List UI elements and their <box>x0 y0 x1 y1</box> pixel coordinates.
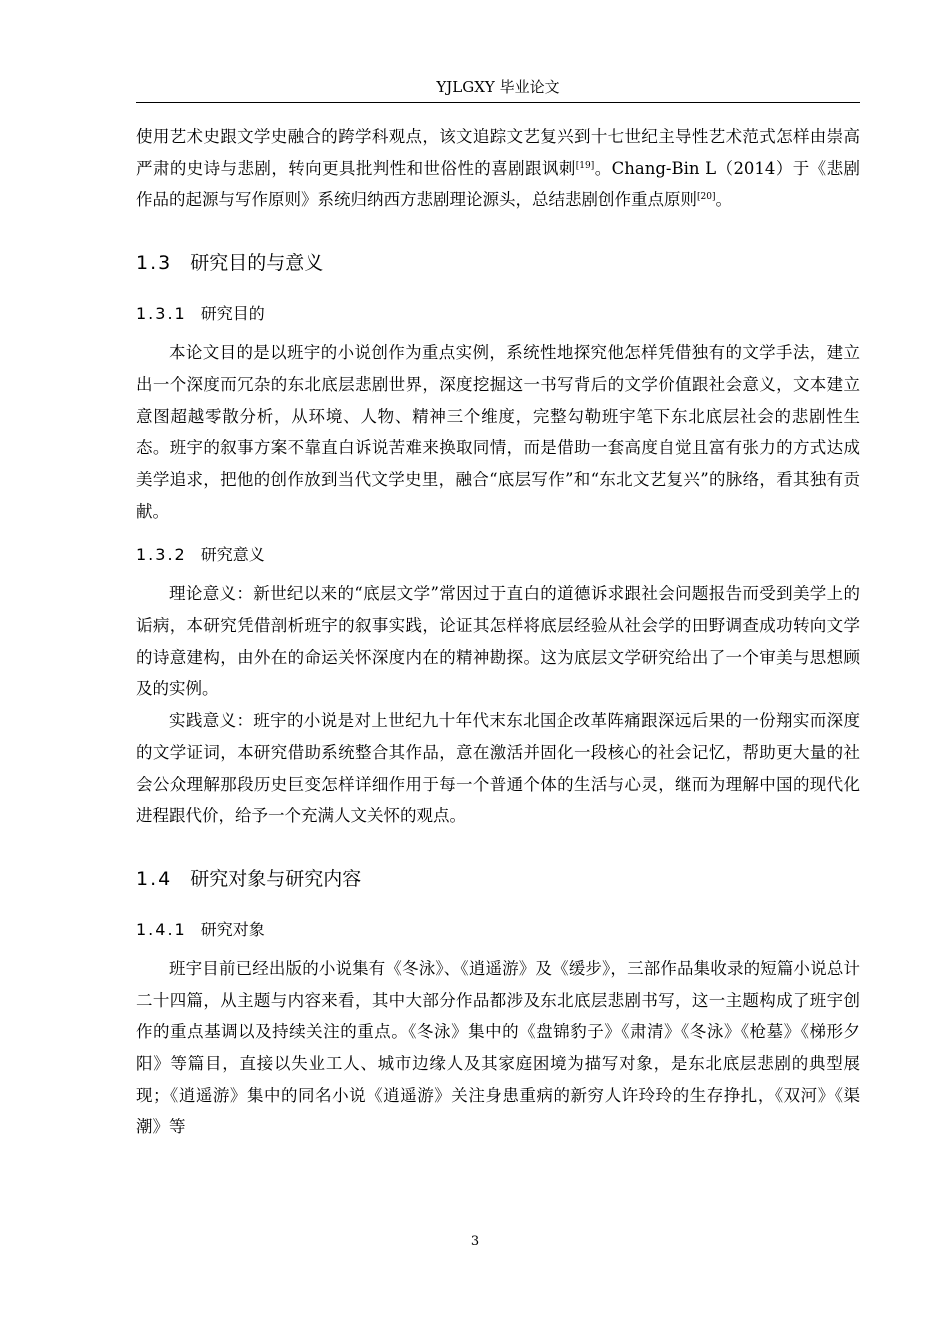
intro-text-2: 。Chang-Bin L（2014）于《悲剧作品的起源与写作原则》系统归纳西方悲剧理论源头，总结悲剧创作重点原则 <box>136 158 861 210</box>
paragraph-research-purpose: 本论文目的是以班宇的小说创作为重点实例，系统性地探究他怎样凭借独有的文学手法，建立出一个深度而冗杂的东北底层悲剧世界，深度挖掘这一书写背后的文学价值跟社会意义，文本建立意图超越零散分析，从环境、人物、精神三个维度，完整勾勒班宇笔下东北底层社会的悲剧性生态。班宇的叙事方案不靠直白诉说苦难来换取同情，而是借助一套高度自觉且富有张力的方式达成美学追求，把他的创作放到当代文学史里，融合“底层写作”和“东北文艺复兴”的脉络，看其独有贡献。 <box>136 343 860 521</box>
header-title: YJLGXY 毕业论文 <box>436 78 560 96</box>
page-number: 3 <box>470 1234 480 1249</box>
section-heading-1-4 <box>136 866 860 892</box>
section-number: 1.3 <box>136 252 173 275</box>
paragraph-research-object: 班宇目前已经出版的小说集有《冬泳》、《逍遥游》及《缓步》，三部作品集收录的短篇小说总计二十四篇，从主题与内容来看，其中大部分作品都涉及东北底层悲剧书写，这一主题构成了班宇创作的重点基调以及持续关注的重点。《冬泳》集中的《盘锦豹子》《肃清》《冬泳》《枪墓》《梯形夕阳》等篇目，直接以失业工人、城市边缘人及其家庭困境为描写对象，是东北底层悲剧的典型展现；《逍遥游》集中的同名小说《逍遥游》关注身患重病的新穷人许玲玲的生存挣扎，《双河》《渠潮》等 <box>136 958 860 1137</box>
paragraph-theoretical-significance: 理论意义：新世纪以来的“底层文学”常因过于直白的道德诉求跟社会问题报告而受到美学上的诟病，本研究凭借剖析班宇的叙事实践，论证其怎样将底层经验从社会学的田野调查成功转向文学的诗意建构，由外在的命运关怀深度内在的精神勘探。这为底层文学研究给出了一个审美与思想顾及的实例。 <box>136 584 860 699</box>
section-heading-1-3 <box>136 250 860 276</box>
citation-20: [20] <box>697 192 716 203</box>
subsection-heading-1-3-2 <box>136 543 860 567</box>
intro-text-3: 。 <box>715 190 732 210</box>
intro-text-1: 使用艺术史跟文学史融合的跨学科观点，该文追踪文艺复兴到十七世纪主导性艺术范式怎样由崇高严肃的史诗与悲剧，转向更具批判性和世俗性的喜剧跟讽刺 <box>136 127 860 178</box>
section-number: 1.4 <box>136 867 173 890</box>
subsection-number: 1.3.1 <box>136 304 187 324</box>
paragraph-practical-significance: 实践意义：班宇的小说是对上世纪九十年代末东北国企改革阵痛跟深远后果的一份翔实而深度的文学证词，本研究借助系统整合其作品，意在激活并固化一段核心的社会记忆，帮助更大量的社会公众理解那段历史巨变怎样详细作用于每一个普通个体的生活与心灵，继而为理解中国的现代化进程跟代价，给予一个充满人文关怀的观点。 <box>136 711 860 826</box>
citation-19: [19] <box>575 160 595 171</box>
section-title: 研究对象与研究内容 <box>190 867 362 890</box>
page-body <box>136 121 860 1143</box>
subsection-title: 研究目的 <box>200 304 265 324</box>
section-title: 研究目的与意义 <box>190 252 324 275</box>
intro-paragraph <box>136 121 860 216</box>
subsection-number: 1.3.2 <box>136 545 187 565</box>
subsection-title: 研究对象 <box>200 919 265 939</box>
subsection-heading-1-4-1 <box>136 918 860 942</box>
page-header <box>136 76 860 103</box>
subsection-number: 1.4.1 <box>136 919 187 939</box>
subsection-title: 研究意义 <box>200 545 265 565</box>
subsection-heading-1-3-1 <box>136 302 860 326</box>
